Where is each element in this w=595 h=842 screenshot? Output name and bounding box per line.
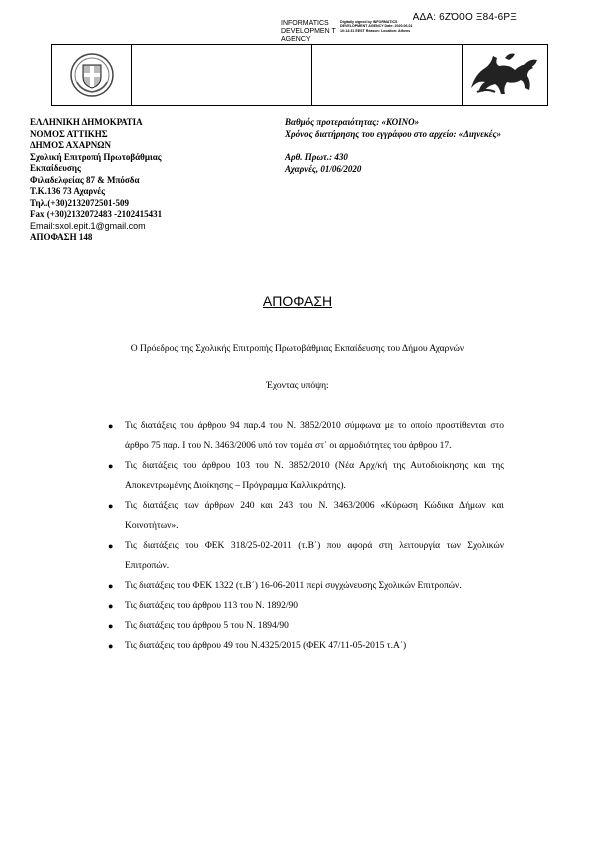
list-item-text: Τις διατάξεις του ΦΕΚ 1322 (τ.Β΄) 16-06-2011 περί συγχώνευσης Σχολικών Επιτροπών. [125, 581, 462, 591]
decision-number: ΑΠΟΦΑΣΗ 148 [30, 232, 93, 242]
header-empty-cell [312, 45, 463, 105]
phone-line: Τηλ.(+30)2132072501-509 [30, 197, 129, 208]
list-item-text: Τις διατάξεις του άρθρου 94 παρ.4 του Ν. 3852/2010 σύμφωνα με το οποίο προστίθενται στο άρθρο 75 παρ. Ι του Ν. 3463/2006 υπό τον τομέα στ΄ οι αρμοδιότητες του άρθρου 17. [125, 421, 504, 451]
chariot-horses-logo [465, 48, 545, 102]
bullet-icon: ● [108, 621, 114, 631]
list-item [108, 416, 504, 456]
title-text: ΑΠΟΦΑΣΗ [262, 293, 333, 309]
greek-emblem-cell [52, 45, 132, 105]
sender-info [30, 117, 260, 244]
list-item-text: Τις διατάξεις του άρθρου 49 του Ν.4325/2015 (ΦΕΚ 47/11-05-2015 τ.Α΄) [125, 641, 407, 651]
bullet-icon: ● [108, 501, 114, 511]
prefecture-line: ΝΟΜΟΣ ΑΤΤΙΚΗΣ [30, 128, 108, 139]
digital-signature-details: Digitally signed by INFORMATICS DEVELOPMENT AGENCY Date: 2020.06.01 10:14:31 EEST Reason: Location: Athens [340, 20, 413, 33]
list-item [108, 596, 504, 616]
horses-logo-cell [463, 45, 547, 105]
document-meta [285, 117, 555, 175]
bullet-icon: ● [108, 541, 114, 551]
list-item [108, 496, 504, 536]
email-link[interactable]: Email:sxol.epit.1@gmail.com [30, 220, 146, 231]
list-item-text: Τις διατάξεις των άρθρων 240 και 243 του Ν. 3463/2006 «Κύρωση Κώδικα Δήμων και Κοινοτήτων». [125, 501, 504, 531]
address-line: Φιλαδελφείας 87 & Μπόσδα [30, 174, 140, 185]
signature-agency-name: INFORMATICS DEVELOPMEN T AGENCY [281, 20, 336, 43]
header-table [51, 44, 548, 106]
retention-line: Χρόνος διατήρησης του εγγράφου στο αρχείο: «Διηνεκές» [285, 128, 501, 139]
page-title [0, 293, 595, 309]
bullet-icon: ● [108, 641, 114, 651]
bullet-icon: ● [108, 461, 114, 471]
country-line: ΕΛΛΗΝΙΚΗ ΔΗΜΟΚΡΑΤΙΑ [30, 117, 143, 127]
municipality-line: ΔΗΜΟΣ ΑΧΑΡΝΩΝ [30, 140, 111, 150]
list-item [108, 536, 504, 576]
considering-heading: Έχοντας υπόψη: [266, 381, 329, 391]
document-date: Αχαρνές, 01/06/2020 [285, 163, 362, 174]
list-item [108, 616, 504, 636]
bullet-icon: ● [108, 601, 114, 611]
header-empty-cell [132, 45, 312, 105]
list-item-text: Τις διατάξεις του άρθρου 113 του Ν. 1892/90 [125, 601, 299, 611]
committee-line: Σχολική Επιτροπή Πρωτοβάθμιας [30, 151, 162, 162]
protocol-number: Αρθ. Πρωτ.: 430 [285, 152, 348, 162]
greek-emblem-icon [69, 52, 115, 98]
list-item-text: Τις διατάξεις του άρθρου 103 του Ν. 3852/2010 (Νέα Αρχ/κή της Αυτοδιοίκησης και της Αποκεντρωμένης Διοίκησης – Πρόγραμμα Καλλικράτης). [125, 461, 504, 491]
list-item [108, 576, 504, 596]
bullet-icon: ● [108, 421, 114, 431]
fax-line: Fax (+30)2132072483 -2102415431 [30, 209, 163, 219]
committee-line-2: Εκπαίδευσης [30, 163, 81, 173]
list-item [108, 456, 504, 496]
list-item-text: Τις διατάξεις του ΦΕΚ 318/25-02-2011 (τ.Β΄) που αφορά στη λειτουργία των Σχολικών Επιτροπών. [125, 541, 504, 571]
considerations-list [108, 416, 504, 656]
postcode-line: Τ.Κ.136 73 Αχαρνές [30, 186, 105, 196]
priority-line: Βαθμός προτεραιότητας: «ΚΟΙΝΟ» [285, 117, 420, 127]
intro-paragraph: Ο Πρόεδρος της Σχολικής Επιτροπής Πρωτοβάθμιας Εκπαίδευσης του Δήμου Αχαρνών [130, 344, 465, 354]
bullet-icon: ● [108, 581, 114, 591]
ada-code: ΑΔΑ: 6ΖΌ0Ο Ξ84-6ΡΞ [412, 12, 517, 23]
list-item-text: Τις διατάξεις του άρθρου 5 του Ν. 1894/90 [125, 621, 289, 631]
list-item [108, 636, 504, 656]
